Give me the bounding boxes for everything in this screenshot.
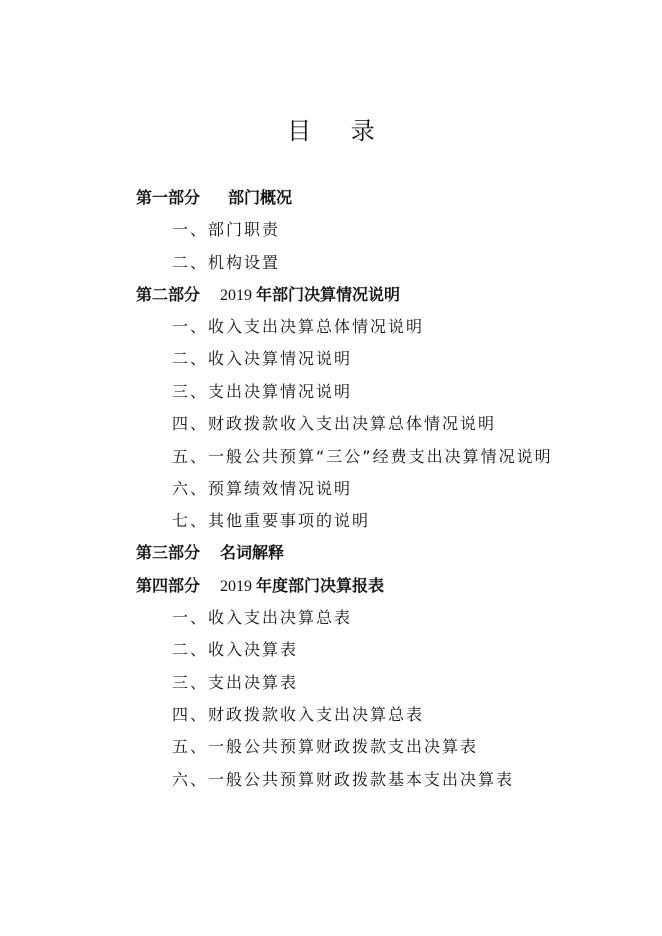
toc-part-text: 年部门决算情况说明 [256,285,401,304]
toc-item: 一、收入支出决算总体情况说明 [172,317,425,336]
toc-part-4 [136,576,384,597]
toc-item: 一、部门职责 [172,220,281,239]
toc-part-year: 2019 [220,287,253,304]
toc-part-1 [136,188,292,208]
toc-item: 四、财政拨款收入支出决算总体情况说明 [172,414,497,433]
toc-item: 二、收入决算表 [172,640,299,659]
toc-part-text: 部门概况 [228,188,293,207]
toc-part-2 [136,285,400,306]
toc-part-text: 名词解释 [220,543,285,562]
toc-part-3 [136,543,284,563]
toc-part-label: 第一部分 [136,188,201,207]
toc-item: 六、预算绩效情况说明 [172,479,353,498]
toc-part-text: 年度部门决算报表 [256,576,385,595]
toc-part-label: 第三部分 [136,543,201,562]
toc-item: 五、一般公共预算“三公”经费支出决算情况说明 [172,447,553,466]
toc-item: 三、支出决算情况说明 [172,382,353,401]
page-title: 目 录 [287,117,391,145]
toc-item: 二、机构设置 [172,253,281,272]
toc-item: 六、一般公共预算财政拨款基本支出决算表 [172,770,515,789]
toc-item: 一、收入支出决算总表 [172,608,353,627]
toc-item: 五、一般公共预算财政拨款支出决算表 [172,737,479,756]
toc-part-label: 第四部分 [136,576,201,595]
toc-item: 二、收入决算情况说明 [172,349,353,368]
toc-part-label: 第二部分 [136,285,201,304]
toc-item: 七、其他重要事项的说明 [172,511,371,530]
toc-part-year: 2019 [220,578,253,595]
toc-item: 三、支出决算表 [172,673,299,692]
toc-item: 四、财政拨款收入支出决算总表 [172,705,425,724]
